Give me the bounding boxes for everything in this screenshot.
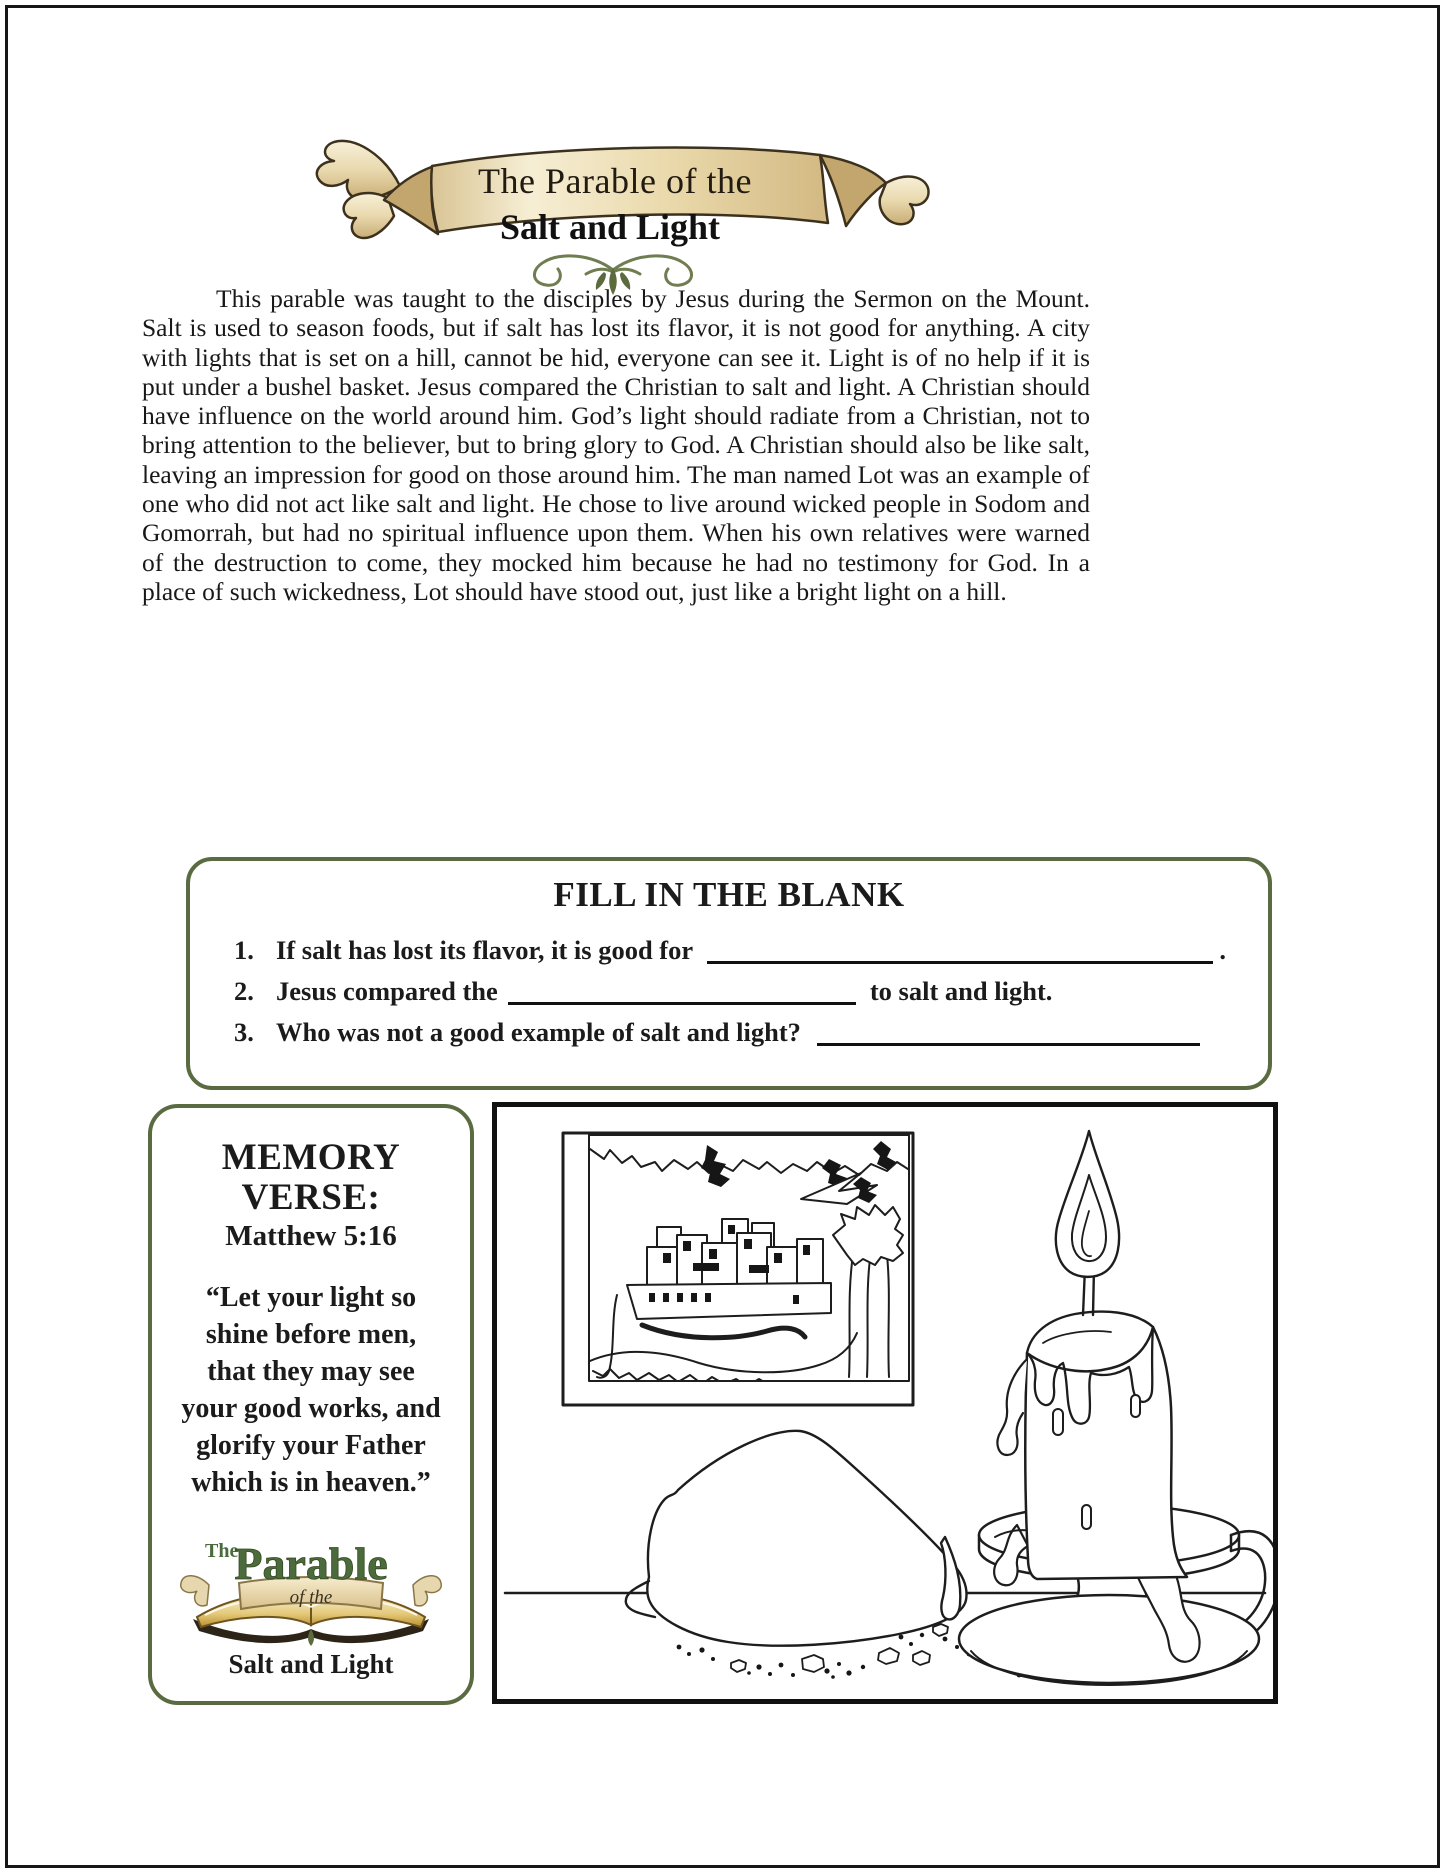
logo-the-label: The bbox=[205, 1540, 239, 1562]
answer-blank-line bbox=[508, 978, 856, 1005]
question-suffix: to salt and light. bbox=[869, 976, 1053, 1006]
verse-line: shine before men, bbox=[205, 1319, 417, 1350]
illustration-drawing bbox=[497, 1107, 1273, 1699]
logo-of-the-label: of the bbox=[289, 1587, 333, 1608]
question-text: Who was not a good example of salt and light? bbox=[276, 1017, 801, 1047]
verse-line: “Let your light so bbox=[205, 1282, 417, 1313]
memory-verse-heading bbox=[152, 1138, 470, 1218]
question-list bbox=[234, 935, 1226, 1048]
question-row-2 bbox=[234, 976, 1226, 1007]
banner-title-line2: Salt and Light bbox=[499, 207, 721, 247]
candle-drawing bbox=[959, 1131, 1273, 1685]
memory-verse-reference: Matthew 5:16 bbox=[225, 1220, 397, 1252]
question-row-3 bbox=[234, 1017, 1226, 1048]
verse-line: your good works, and bbox=[181, 1393, 441, 1424]
question-text: If salt has lost its flavor, it is good for bbox=[276, 935, 694, 965]
logo-parable-label: Parable bbox=[234, 1538, 388, 1589]
question-number: 2. bbox=[234, 976, 254, 1006]
parable-book-logo-icon bbox=[175, 1527, 447, 1647]
verse-line: which is in heaven.” bbox=[191, 1467, 431, 1498]
memory-verse-section bbox=[148, 1104, 474, 1705]
verse-line: glorify your Father bbox=[196, 1430, 426, 1461]
memory-verse-heading-line1: MEMORY bbox=[221, 1137, 401, 1178]
answer-blank-line bbox=[707, 937, 1213, 964]
question-number: 3. bbox=[234, 1017, 254, 1047]
question-text: Jesus compared the bbox=[276, 976, 498, 1006]
question-row-1 bbox=[234, 935, 1226, 966]
city-on-hill-drawing bbox=[563, 1133, 913, 1405]
fill-in-the-blank-title: FILL IN THE BLANK bbox=[553, 875, 905, 914]
banner-title-line1: The Parable of the bbox=[478, 161, 752, 201]
memory-verse-text bbox=[152, 1279, 470, 1501]
fill-in-the-blank-section bbox=[186, 857, 1272, 1090]
question-number: 1. bbox=[234, 935, 254, 965]
answer-blank-line bbox=[817, 1019, 1200, 1046]
memory-verse-heading-line2: VERSE: bbox=[241, 1177, 381, 1218]
question-suffix: . bbox=[1219, 935, 1226, 965]
illustration-panel bbox=[492, 1102, 1278, 1704]
verse-line: that they may see bbox=[207, 1356, 415, 1387]
logo-title-label: Salt and Light bbox=[228, 1649, 394, 1679]
intro-paragraph: This parable was taught to the disciples by Jesus during the Sermon on the Mount. Salt is used to season foods, but if salt has lost its flavor, it is not good for anything. A city with lights that is set on a hill, cannot be hid, everyone can see it. Light is of no help if it is put under a bushel basket. Jesus compared the Christian to salt and light. A Christian should have influence on the world around him. God’s light should radiate from a Christian, not to bring attention to the believer, but to bring glory to God. A Christian should also be like salt, leaving an impression for good on those around him. The man named Lot was an example of one who did not act like salt and light. He chose to live around wicked people in Sodom and Gomorrah, but had no spiritual influence upon them. When his own relatives were warned of the destruction to come, they mocked him because he had no testimony for God. In a place of such wickedness, Lot should have stood out, just like a bright light on a hill. bbox=[142, 284, 1090, 606]
